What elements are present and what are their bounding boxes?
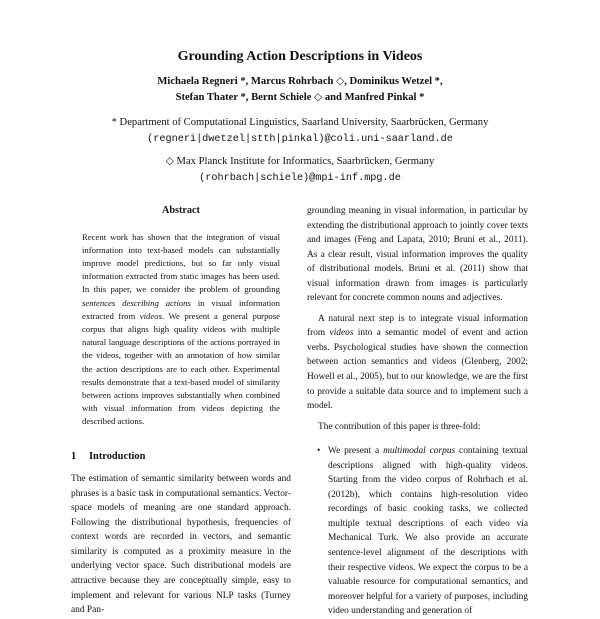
section-heading-introduction (71, 450, 291, 465)
abstract-text: Recent work has shown that the integration of visual information into text-based models can substantially improve model predictions, but so far only visual information extracted from static images has been used. In this paper, we consider the problem of grounding sentences describing actions in visual information extracted from videos. We present a general purpose corpus that aligns high quality videos with multiple natural language descriptions of the actions portrayed in the videos, together with an annotation of how similar the action descriptions are to each other. Experimental results demonstrate that a text-based model of similarity between actions improves substantially when combined with visual information from videos depicting the described actions. (82, 231, 281, 427)
bullet-icon: • (317, 446, 321, 457)
list-item: • We present a multimodal corpus containing textual descriptions aligned with high-quality videos. Starting from the video corpus of Rohrbach et al. (2012b), which contains high-resolution video recordings of basic cooking tasks, we collected multiple textual descriptions of each video via Mechanical Turk. We also provide an accurate sentence-level alignment of the descriptions with their respective videos. We expect the corpus to be a valuable resource for computational semantics, and moreover helpful for a variety of purposes, including video understanding and generation of (317, 446, 528, 617)
section-number: 1 (71, 450, 77, 462)
affiliation-email: (regneri|dwetzel|stth|pinkal)@coli.uni-saarland.de (147, 134, 453, 145)
intro-paragraph: The estimation of semantic similarity between words and phrases is a basic task in computational semantics. Vector-space models of meaning are one standard approach. Following the distributional hypothesis, frequencies of context words are recorded in vectors, and semantic similarity is computed as a proximity measure in the underlying vector space. Such distributional models are attractive because they are conceptually simple, easy to implement and relevant for various NLP tasks (Turney and Pan- (71, 474, 291, 616)
paper-title: Grounding Action Descriptions in Videos (177, 49, 423, 64)
body-paragraph-1: grounding meaning in visual information, in particular by extending the distributional approach to jointly cover texts and images (Feng and Lapata, 2010; Bruni et al., 2011). As a clear result, visual information improves the quality of distributional models. Bruni et al. (2011) show that visual information drawn from images is particularly relevant for concrete common nouns and adjectives. (307, 206, 528, 304)
affiliation-name: ◇ Max Planck Institute for Informatics, Saarbrücken, Germany (165, 156, 435, 167)
affiliation-saarland (0, 114, 600, 148)
affiliation-email: (rohrbach|schiele)@mpi-inf.mpg.de (199, 173, 401, 184)
body-paragraph-2: A natural next step is to integrate visual information from videos into a semantic model of event and action verbs. Psychological studies have shown the connection between action semantics and videos (Glenberg, 2002; Howell et al., 2005), but to our knowledge, we are the first to provide a suitable data source and to implement such a model. (307, 313, 528, 412)
authors-line-1: Michaela Regneri *, Marcus Rohrbach ◇, Dominikus Wetzel *, (157, 76, 443, 87)
body-paragraph-3: The contribution of this paper is three-fold: (318, 421, 481, 432)
author-list (60, 74, 540, 106)
affiliation-name: * Department of Computational Linguistics, Saarland University, Saarbrücken, Germany (111, 117, 489, 128)
section-title: Introduction (89, 450, 146, 462)
left-column (71, 204, 291, 618)
contribution-list (307, 444, 528, 619)
affiliation-mpi (0, 153, 600, 187)
authors-line-2: Stefan Thater *, Bernt Schiele ◇ and Manfred Pinkal * (175, 92, 425, 103)
abstract-heading: Abstract (162, 205, 200, 216)
right-column (307, 204, 528, 619)
